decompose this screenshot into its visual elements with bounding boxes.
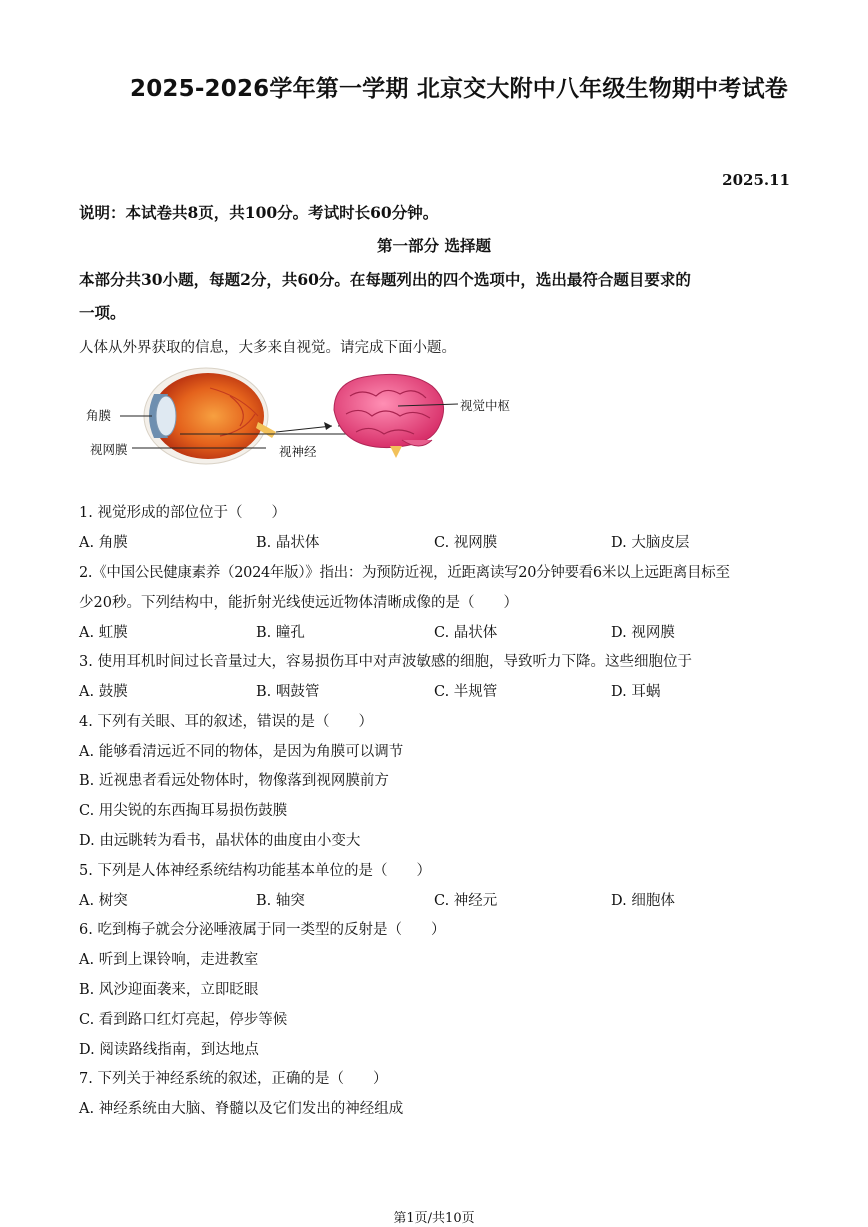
question-1-option-a: A. 角膜 [79,535,128,551]
question-5-option-a: A. 树突 [79,893,128,909]
label-retina: 视网膜 [90,442,128,457]
label-visual-center: 视觉中枢 [460,398,511,413]
section-desc-line1: 本部分共30小题，每题2分，共60分。在每题列出的四个选项中，选出最符合题目要求的 [79,270,691,289]
exam-date: 2025.11 [722,171,790,189]
question-1-option-c: C. 视网膜 [434,535,498,551]
section-desc-line2: 一项。 [79,303,126,322]
question-6-option-d: D. 阅读路线指南，到达地点 [79,1042,259,1058]
label-optic-nerve: 视神经 [279,444,317,459]
question-4-option-b: B. 近视患者看远处物体时，物像落到视网膜前方 [79,773,389,789]
exam-title: 2025-2026学年第一学期 北京交大附中八年级生物期中考试卷 [130,76,788,102]
question-3-option-b: B. 咽鼓管 [256,684,320,700]
question-6-stem: 6. 吃到梅子就会分泌唾液属于同一类型的反射是（ ） [79,922,446,938]
question-2-stem-line1: 2.《中国公民健康素养（2024年版）》指出：为预防近视，近距离读写20分钟要看6米以上远距离目标至 [79,565,730,581]
question-5-stem: 5. 下列是人体神经系统结构功能基本单位的是（ ） [79,863,431,879]
section-title: 第一部分 选择题 [377,236,491,255]
eye-brain-figure [80,366,540,466]
question-7-stem: 7. 下列关于神经系统的叙述，正确的是（ ） [79,1071,388,1087]
question-2-option-c: C. 晶状体 [434,625,498,641]
question-1-option-d: D. 大脑皮层 [611,535,690,551]
question-6-option-a: A. 听到上课铃响，走进教室 [79,952,259,968]
question-3-stem: 3. 使用耳机时间过长音量过大，容易损伤耳中对声波敏感的细胞，导致听力下降。这些细胞位于 [79,654,692,670]
question-5-option-d: D. 细胞体 [611,893,675,909]
brain-icon [334,374,444,458]
instructions: 说明：本试卷共8页，共100分。考试时长60分钟。 [79,203,439,222]
question-2-stem-line2: 少20秒。下列结构中，能折射光线使远近物体清晰成像的是（ ） [79,595,518,611]
question-2-option-a: A. 虹膜 [79,625,128,641]
question-1-option-b: B. 晶状体 [256,535,320,551]
question-2-option-b: B. 瞳孔 [256,625,305,641]
page-footer: 第1页/共10页 [393,1211,475,1226]
question-5-option-b: B. 轴突 [256,893,305,909]
intro-text: 人体从外界获取的信息，大多来自视觉。请完成下面小题。 [79,340,456,356]
eyeball-icon [144,368,276,464]
question-6-option-b: B. 风沙迎面袭来，立即眨眼 [79,982,259,998]
question-4-option-a: A. 能够看清远近不同的物体，是因为角膜可以调节 [79,744,404,760]
question-5-option-c: C. 神经元 [434,893,498,909]
question-4-option-d: D. 由远眺转为看书，晶状体的曲度由小变大 [79,833,361,849]
question-3-option-c: C. 半规管 [434,684,498,700]
label-cornea: 角膜 [86,408,112,423]
question-3-option-d: D. 耳蜗 [611,684,661,700]
question-3-option-a: A. 鼓膜 [79,684,128,700]
question-4-option-c: C. 用尖锐的东西掏耳易损伤鼓膜 [79,803,288,819]
question-6-option-c: C. 看到路口红灯亮起，停步等候 [79,1012,288,1028]
question-4-stem: 4. 下列有关眼、耳的叙述，错误的是（ ） [79,714,373,730]
question-7-option-a: A. 神经系统由大脑、脊髓以及它们发出的神经组成 [79,1101,404,1117]
question-2-option-d: D. 视网膜 [611,625,675,641]
question-1-stem: 1. 视觉形成的部位位于（ ） [79,505,286,521]
